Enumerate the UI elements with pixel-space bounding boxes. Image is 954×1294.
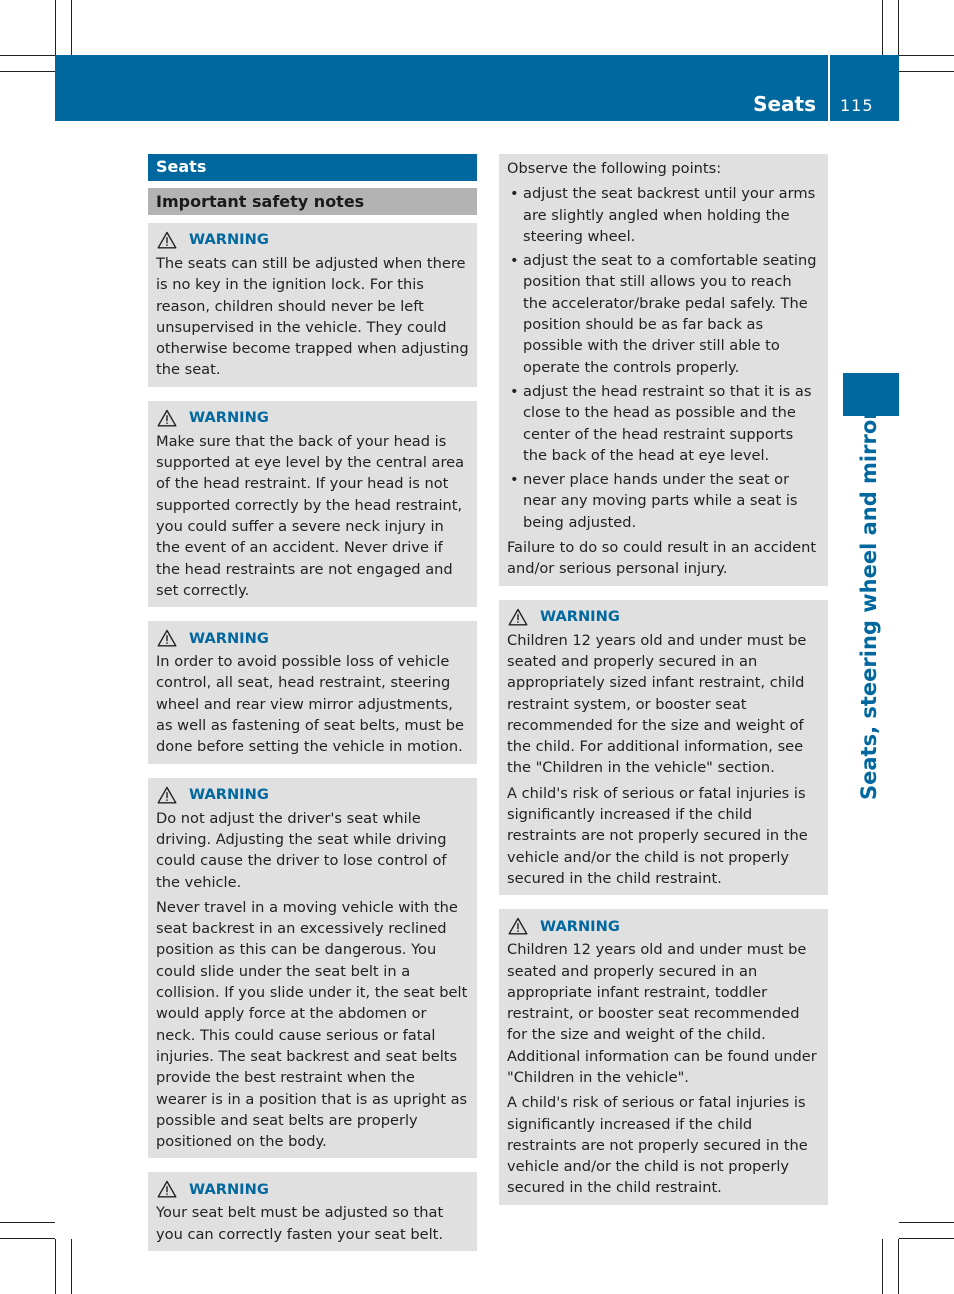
warning-header [156, 784, 469, 806]
crop-mark [898, 0, 899, 55]
right-column [499, 154, 828, 1205]
warning-label: WARNING [189, 1180, 269, 1198]
list-item: • never place hands under the seat or near any moving parts while a seat is being adjusted. [507, 469, 820, 533]
warning-box [148, 778, 477, 1159]
crop-mark [0, 1222, 55, 1223]
warning-triangle-icon [508, 917, 528, 935]
warning-triangle-icon [157, 1180, 177, 1198]
warning-triangle-icon [508, 608, 528, 626]
paragraph: Your seat belt must be adjusted so that you can correctly fasten your seat belt. [156, 1204, 444, 1243]
crop-mark [882, 1239, 883, 1294]
warning-triangle-icon [157, 786, 177, 804]
warning-triangle-icon [157, 231, 177, 249]
warning-label: WARNING [540, 607, 620, 625]
warning-triangle-icon [157, 629, 177, 647]
warning-header [156, 229, 469, 251]
points-outro: Failure to do so could result in an accident and/or serious personal injury. [507, 539, 817, 578]
crop-mark [899, 71, 954, 72]
paragraph: Never travel in a moving vehicle with the seat backrest in an excessively reclined position as this can be dangerous. You could slide under the seat belt in a collision. If you slide under it, the seat belt would apply force at the abdomen or neck. This could cause serious or fatal injuries. The seat backrest and seat belts provide the best restraint when the wearer is in a position that is as upright as possible and seat belts are properly positioned on the body. [156, 898, 468, 1151]
points-intro: Observe the following points: [507, 160, 722, 177]
warning-label: WARNING [189, 629, 269, 647]
list-item: • adjust the head restraint so that it is as close to the head as possible and the center of the head restraint supports the back of the head at eye level. [507, 381, 820, 466]
crop-mark [0, 1238, 55, 1239]
paragraph: Make sure that the back of your head is supported at eye level by the central area of the head restraint. If your head is not supported correctly by the head restraint, you could suffer a severe neck injury in the event of an accident. Never drive if the head restraints are not engaged and set correctly. [156, 432, 465, 599]
list-item: • adjust the seat backrest until your arms are slightly angled when holding the steering wheel. [507, 183, 820, 247]
points-list [507, 183, 820, 533]
paragraph: Do not adjust the driver's seat while driving. Adjusting the seat while driving could cause the driver to lose control of the vehicle. [156, 809, 447, 891]
crop-mark [0, 71, 55, 72]
page-number: 115 [840, 96, 874, 115]
warning-header [156, 627, 469, 649]
warning-box [499, 909, 828, 1205]
warning-header [507, 606, 820, 628]
warning-triangle-icon [157, 409, 177, 427]
chapter-side-label: Seats, steering wheel and mirrors [857, 396, 881, 800]
warning-box [148, 401, 477, 607]
paragraph: In order to avoid possible loss of vehicle control, all seat, head restraint, steering wheel and rear view mirror adjustments, as well as fastening of seat belts, must be done before setting the vehicle in motion. [156, 653, 465, 756]
paragraph: The seats can still be adjusted when there is no key in the ignition lock. For this reason, children should never be left unsupervised in the vehicle. They could otherwise become trapped when adjusting the seat. [156, 255, 469, 379]
paragraph: A child's risk of serious or fatal injuries is significantly increased if the child restraints are not properly secured in the vehicle and/or the child is not properly secured in the child restraint. [507, 784, 808, 887]
section-heading: Seats [148, 154, 477, 181]
paragraph: A child's risk of serious or fatal injuries is significantly increased if the child restraints are not properly secured in the vehicle and/or the child is not properly secured in the child restraint. [507, 1094, 808, 1197]
crop-mark [882, 0, 883, 55]
crop-mark [0, 55, 55, 56]
warning-label: WARNING [189, 231, 269, 249]
crop-mark [898, 1239, 899, 1294]
header-title: Seats [753, 92, 816, 116]
subheading: Important safety notes [148, 188, 477, 215]
list-item: • adjust the seat to a comfortable seating position that still allows you to reach the accelerator/brake pedal safely. The position should be as far back as possible with the driver still able to operate the controls properly. [507, 250, 820, 378]
warning-label: WARNING [189, 785, 269, 803]
crop-mark [899, 55, 954, 56]
crop-mark [55, 0, 56, 55]
paragraph: Children 12 years old and under must be seated and properly secured in an appropriate infant restraint, toddler restraint, or booster seat recommended for the size and weight of the child. Additional information can be found under "Children in the vehicle". [507, 941, 817, 1086]
warning-header [156, 407, 469, 429]
crop-mark [71, 0, 72, 55]
warning-header [507, 915, 820, 937]
warning-box [148, 621, 477, 763]
crop-mark [55, 1239, 56, 1294]
left-column [148, 154, 477, 1251]
warning-label: WARNING [189, 409, 269, 427]
warning-box [499, 600, 828, 896]
warning-label: WARNING [540, 917, 620, 935]
paragraph: Children 12 years old and under must be seated and properly secured in an appropriately sized infant restraint, child restraint system, or booster seat recommended for the size and weight of the child. For additional information, see the "Children in the vehicle" section. [507, 631, 807, 777]
crop-mark [899, 1238, 954, 1239]
header-divider [828, 55, 830, 121]
warning-box [148, 223, 477, 387]
points-box [499, 154, 828, 586]
warning-header [156, 1178, 469, 1200]
warning-box [148, 1172, 477, 1251]
crop-mark [899, 1222, 954, 1223]
crop-mark [71, 1239, 72, 1294]
